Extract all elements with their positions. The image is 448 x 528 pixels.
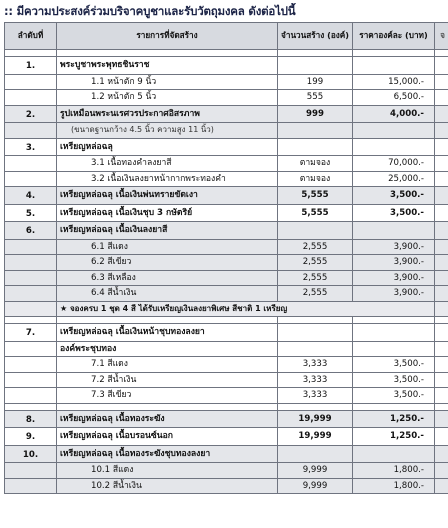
spacer-row <box>5 50 448 57</box>
row-price: 4,000.- <box>353 105 435 123</box>
section-title: เหรียญหล่อฉลุ <box>57 138 278 156</box>
row-price: 3,900.- <box>353 255 435 271</box>
section-number: 7. <box>5 324 57 342</box>
table-row <box>5 239 448 255</box>
section-title: เหรียญหล่อฉลุ เนื้อบรอนซ์นอก <box>57 428 278 446</box>
row-price: 6,500.- <box>353 90 435 106</box>
section-title: เหรียญหล่อฉลุ เนื้อเงินพ่นทรายขัดเงา <box>57 187 278 205</box>
row-qty: 9,999 <box>278 478 353 494</box>
row-price: 1,800.- <box>353 463 435 479</box>
row-label: 10.1 สีแดง <box>57 463 278 479</box>
col-no-header: ลำดับที่ <box>5 23 57 50</box>
row-label: 7.3 สีเขียว <box>57 388 278 404</box>
row-price: 3,500.- <box>353 357 435 373</box>
section-row <box>5 187 448 205</box>
row-qty: 3,333 <box>278 372 353 388</box>
row-price: 1,250.- <box>353 428 435 446</box>
table-row <box>5 357 448 373</box>
table-row <box>5 171 448 187</box>
section-number: 8. <box>5 410 57 428</box>
row-price: 1,800.- <box>353 478 435 494</box>
section-row-continued <box>5 341 448 357</box>
row-qty: ตามจอง <box>278 171 353 187</box>
row-price: 3,500.- <box>353 372 435 388</box>
section-note: (ขนาดฐานกว้าง 4.5 นิ้ว ความสูง 11 นิ้ว) <box>57 123 278 139</box>
section-title: เหรียญหล่อฉลุ เนื้อทองระฆัง <box>57 410 278 428</box>
row-price: 25,000.- <box>353 171 435 187</box>
section-row <box>5 445 448 463</box>
section-title: เหรียญหล่อฉลุ เนื้อเงินลงยาสี <box>57 222 278 240</box>
section-number: 1. <box>5 57 57 75</box>
row-qty: 3,333 <box>278 388 353 404</box>
row-price: 15,000.- <box>353 74 435 90</box>
row-price: 3,900.- <box>353 239 435 255</box>
table-row <box>5 270 448 286</box>
table-row <box>5 255 448 271</box>
note-row <box>5 123 448 139</box>
col-price-header: ราคาองค์ละ (บาท) <box>353 23 435 50</box>
promo-note: ★ จองครบ 1 ชุด 4 สี ได้รับเหรียญเงินลงยาพิเศษ สีชาติ 1 เหรียญ <box>57 301 435 317</box>
row-price: 3,900.- <box>353 270 435 286</box>
table-row <box>5 463 448 479</box>
section-number: 2. <box>5 105 57 123</box>
donation-table <box>4 22 448 494</box>
table-row <box>5 90 448 106</box>
section-row <box>5 410 448 428</box>
col-qty-header: จำนวนสร้าง (องค์) <box>278 23 353 50</box>
table-row <box>5 74 448 90</box>
row-label: 6.4 สีน้ำเงิน <box>57 286 278 302</box>
row-label: 3.2 เนื้อเงินลงยาหน้ากากพระทองคำ <box>57 171 278 187</box>
row-qty: 999 <box>278 105 353 123</box>
row-price: 3,900.- <box>353 286 435 302</box>
table-row <box>5 286 448 302</box>
row-price: 1,250.- <box>353 410 435 428</box>
row-label: 6.2 สีเขียว <box>57 255 278 271</box>
row-price: 70,000.- <box>353 156 435 172</box>
row-label: 7.2 สีน้ำเงิน <box>57 372 278 388</box>
row-qty: 555 <box>278 90 353 106</box>
col-extra-header: จ <box>435 23 448 50</box>
spacer-row <box>5 317 448 324</box>
spacer-row <box>5 403 448 410</box>
page-heading: :: มีความประสงค์ร่วมบริจาคบูชาและรับวัตถุมงคล ดังต่อไปนี้ <box>4 4 296 18</box>
row-qty: 5,555 <box>278 187 353 205</box>
section-row <box>5 57 448 75</box>
row-label: 1.1 หน้าตัก 9 นิ้ว <box>57 74 278 90</box>
promo-row <box>5 301 448 317</box>
row-qty: 2,555 <box>278 286 353 302</box>
row-qty: 9,999 <box>278 463 353 479</box>
section-title: เหรียญหล่อฉลุ เนื้อทองระฆังชุบทองลงยา <box>57 445 278 463</box>
section-row <box>5 105 448 123</box>
section-title: รูปเหมือนพระนเรศวรประกาศอิสรภาพ <box>57 105 278 123</box>
row-label: 10.2 สีน้ำเงิน <box>57 478 278 494</box>
row-qty: 3,333 <box>278 357 353 373</box>
row-price: 3,500.- <box>353 388 435 404</box>
row-label: 3.1 เนื้อทองคำลงยาสี <box>57 156 278 172</box>
row-qty: 199 <box>278 74 353 90</box>
row-label: 1.2 หน้าตัก 5 นิ้ว <box>57 90 278 106</box>
section-number: 3. <box>5 138 57 156</box>
section-number: 9. <box>5 428 57 446</box>
section-title: พระบูชาพระพุทธชินราช <box>57 57 278 75</box>
table-row <box>5 388 448 404</box>
row-label: 7.1 สีแดง <box>57 357 278 373</box>
table-row <box>5 156 448 172</box>
table-row <box>5 372 448 388</box>
section-row <box>5 138 448 156</box>
section-row <box>5 222 448 240</box>
row-qty: 19,999 <box>278 410 353 428</box>
section-number: 4. <box>5 187 57 205</box>
row-qty: 2,555 <box>278 255 353 271</box>
section-number: 5. <box>5 204 57 222</box>
row-price: 3,500.- <box>353 187 435 205</box>
row-label: 6.1 สีแดง <box>57 239 278 255</box>
col-item-header: รายการที่จัดสร้าง <box>57 23 278 50</box>
row-label: 6.3 สีเหลือง <box>57 270 278 286</box>
section-row <box>5 324 448 342</box>
section-number: 10. <box>5 445 57 463</box>
section-title-2: องค์พระชุบทอง <box>57 341 278 357</box>
row-qty: 5,555 <box>278 204 353 222</box>
table-row <box>5 478 448 494</box>
row-qty: 2,555 <box>278 270 353 286</box>
section-title: เหรียญหล่อฉลุ เนื้อเงินชุบ 3 กษัตริย์ <box>57 204 278 222</box>
row-qty: ตามจอง <box>278 156 353 172</box>
row-qty: 2,555 <box>278 239 353 255</box>
section-title: เหรียญหล่อฉลุ เนื้อเงินหน้าชุบทองลงยา <box>57 324 278 342</box>
row-qty: 19,999 <box>278 428 353 446</box>
section-row <box>5 204 448 222</box>
row-price: 3,500.- <box>353 204 435 222</box>
table-header <box>5 23 448 50</box>
section-number: 6. <box>5 222 57 240</box>
section-row <box>5 428 448 446</box>
